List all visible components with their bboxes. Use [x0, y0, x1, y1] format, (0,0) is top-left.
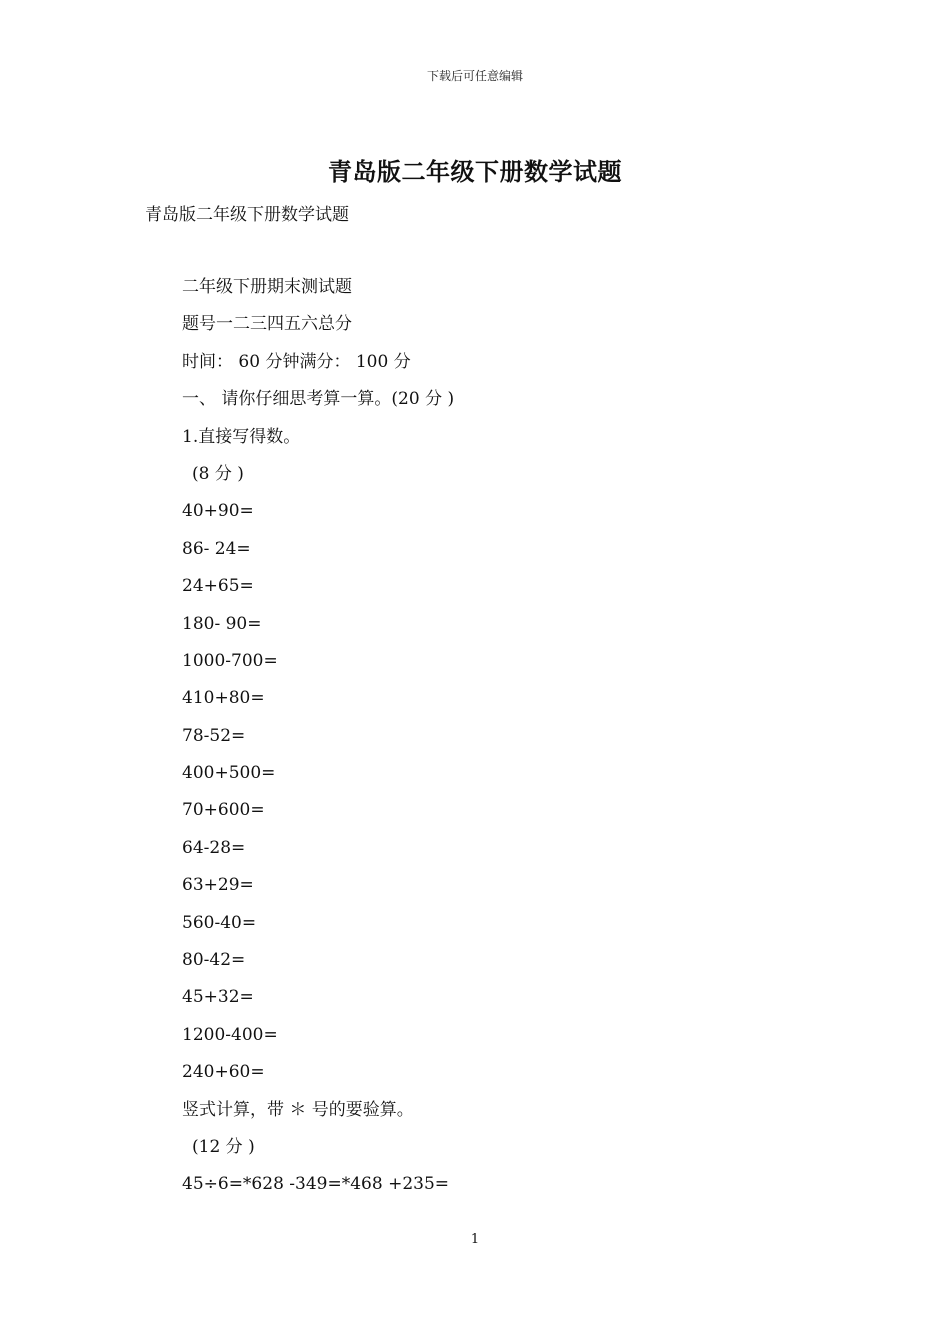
question-1-heading: 1.直接写得数。 [182, 426, 301, 447]
arithmetic-item: 410+80= [182, 688, 265, 709]
page-number: 1 [470, 1232, 480, 1247]
arithmetic-item: 24+65= [182, 576, 254, 597]
arithmetic-item: 1200-400= [182, 1024, 278, 1045]
page-header-note: 下载后可任意编辑 [426, 69, 523, 83]
exam-heading: 二年级下册期末测试题 [182, 277, 352, 297]
document-subtitle: 青岛版二年级下册数学试题 [145, 205, 349, 225]
vertical-calc-items: 45÷6=*628 -349=*468 +235= [182, 1174, 450, 1195]
arithmetic-item: 70+600= [182, 800, 265, 821]
arithmetic-item: 1000-700= [182, 650, 278, 671]
arithmetic-item: 64-28= [182, 837, 246, 858]
exam-time-score: 时间： 60 分钟满分： 100 分 [182, 351, 411, 372]
arithmetic-item: 560-40= [182, 912, 257, 933]
arithmetic-item: 40+90= [182, 501, 254, 522]
arithmetic-item: 80-42= [182, 950, 246, 971]
arithmetic-item: 86- 24= [182, 538, 251, 559]
question-2-heading: 竖式计算，带 ＊ 号的要验算。 [182, 1099, 414, 1120]
section-one-heading: 一、 请你仔细思考算一算。(20 分 ) [182, 389, 455, 410]
document-body [182, 273, 454, 1208]
question-1-points: (8 分 ) [192, 463, 244, 484]
arithmetic-item: 400+500= [182, 763, 276, 784]
arithmetic-item: 45+32= [182, 987, 254, 1008]
arithmetic-item: 240+60= [182, 1062, 265, 1083]
question-2-points: (12 分 ) [192, 1136, 255, 1157]
arithmetic-item: 78-52= [182, 725, 246, 746]
score-table-header: 题号一二三四五六总分 [182, 314, 352, 335]
arithmetic-item: 63+29= [182, 875, 254, 896]
arithmetic-item: 180- 90= [182, 613, 262, 634]
document-title: 青岛版二年级下册数学试题 [328, 157, 622, 186]
